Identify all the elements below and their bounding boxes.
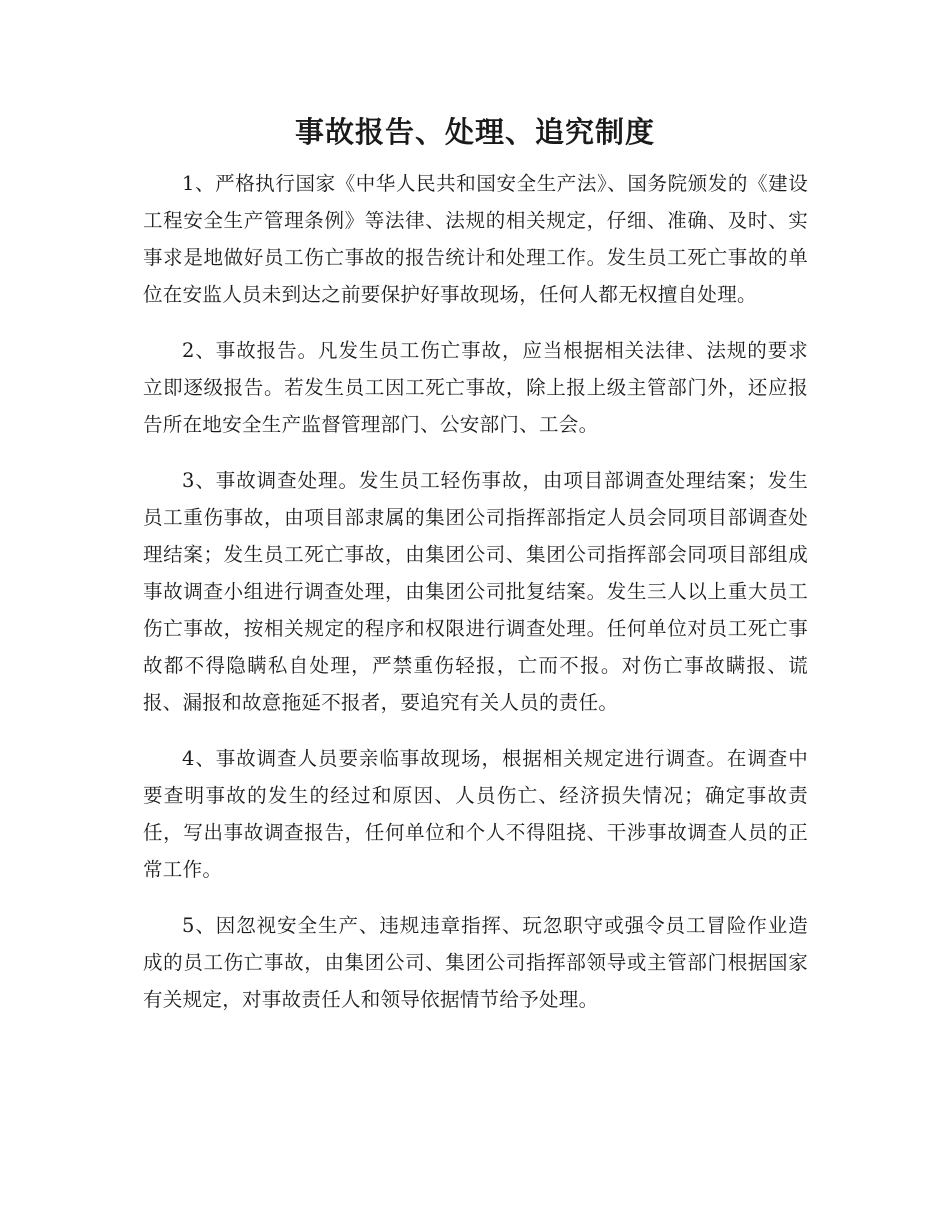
document-body: [143, 165, 808, 1037]
paragraph-4: 4、事故调查人员要亲临事故现场，根据相关规定进行调查。在调查中要查明事故的发生的经过和原因、人员伤亡、经济损失情况；确定事故责任，写出事故调查报告，任何单位和个人不得阻挠、干涉事故调查人员的正常工作。: [143, 747, 808, 881]
document-title: 事故报告、处理、追究制度: [294, 115, 655, 149]
paragraph-1: 1、严格执行国家《中华人民共和国安全生产法》、国务院颁发的《建设工程安全生产管理条例》等法律、法规的相关规定，仔细、准确、及时、实事求是地做好员工伤亡事故的报告统计和处理工作。发生员工死亡事故的单位在安监人员未到达之前要保护好事故现场，任何人都无权擅自处理。: [143, 172, 808, 306]
paragraph-5: 5、因忽视安全生产、违规违章指挥、玩忽职守或强令员工冒险作业造成的员工伤亡事故，由集团公司、集团公司指挥部领导或主管部门根据国家有关规定，对事故责任人和领导依据情节给予处理。: [143, 914, 808, 1011]
paragraph-3: 3、事故调查处理。发生员工轻伤事故，由项目部调查处理结案；发生员工重伤事故，由项目部隶属的集团公司指挥部指定人员会同项目部调查处理结案；发生员工死亡事故，由集团公司、集团公司指挥部会同项目部组成事故调查小组进行调查处理，由集团公司批复结案。发生三人以上重大员工伤亡事故，按相关规定的程序和权限进行调查处理。任何单位对员工死亡事故都不得隐瞒私自处理，严禁重伤轻报，亡而不报。对伤亡事故瞒报、谎报、漏报和故意拖延不报者，要追究有关人员的责任。: [143, 469, 808, 714]
paragraph-2: 2、事故报告。凡发生员工伤亡事故，应当根据相关法律、法规的要求立即逐级报告。若发生员工因工死亡事故，除上报上级主管部门外，还应报告所在地安全生产监督管理部门、公安部门、工会。: [143, 339, 808, 436]
